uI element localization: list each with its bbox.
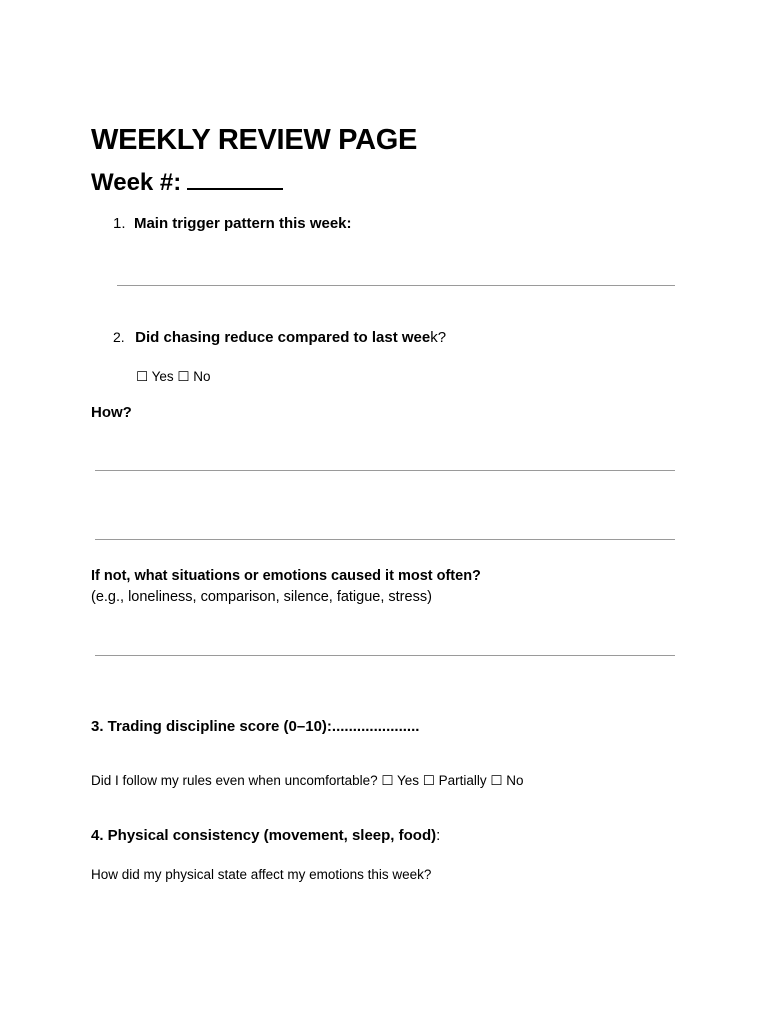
question-4-label: 4. Physical consistency (movement, sleep, food) xyxy=(91,827,437,844)
answer-line-how-1[interactable] xyxy=(95,470,675,471)
question-1 xyxy=(113,215,352,233)
question-1-number: 1. xyxy=(113,215,126,232)
question-2 xyxy=(113,329,446,347)
question-4-colon: : xyxy=(436,827,441,844)
if-not-examples: (e.g., loneliness, comparison, silence, fatigue, stress) xyxy=(91,589,432,605)
week-number-line xyxy=(91,166,283,197)
page-title: WEEKLY REVIEW PAGE xyxy=(91,124,418,156)
question-3-followup[interactable]: Did I follow my rules even when uncomfortable? ☐ Yes ☐ Partially ☐ No xyxy=(91,773,524,788)
answer-line-how-2[interactable] xyxy=(95,539,675,540)
answer-line-if-not[interactable] xyxy=(95,655,675,656)
week-number-blank[interactable] xyxy=(187,166,283,190)
how-label: How? xyxy=(91,404,132,421)
question-1-text: Main trigger pattern this week: xyxy=(133,215,352,232)
question-2-number: 2. xyxy=(113,329,125,345)
answer-line-q1[interactable] xyxy=(117,285,675,286)
if-not-label: If not, what situations or emotions caused it most often? xyxy=(91,568,481,584)
question-2-text: Did chasing reduce compared to last wee xyxy=(135,329,431,346)
question-3-label: 3. Trading discipline score (0–10):..................... xyxy=(91,718,420,735)
week-label: Week #: xyxy=(91,169,182,196)
question-2-options[interactable]: ☐ Yes ☐ No xyxy=(136,369,211,384)
question-2-text-tail: k? xyxy=(430,329,447,346)
question-4-followup: How did my physical state affect my emotions this week? xyxy=(91,867,432,882)
question-4 xyxy=(91,827,440,845)
